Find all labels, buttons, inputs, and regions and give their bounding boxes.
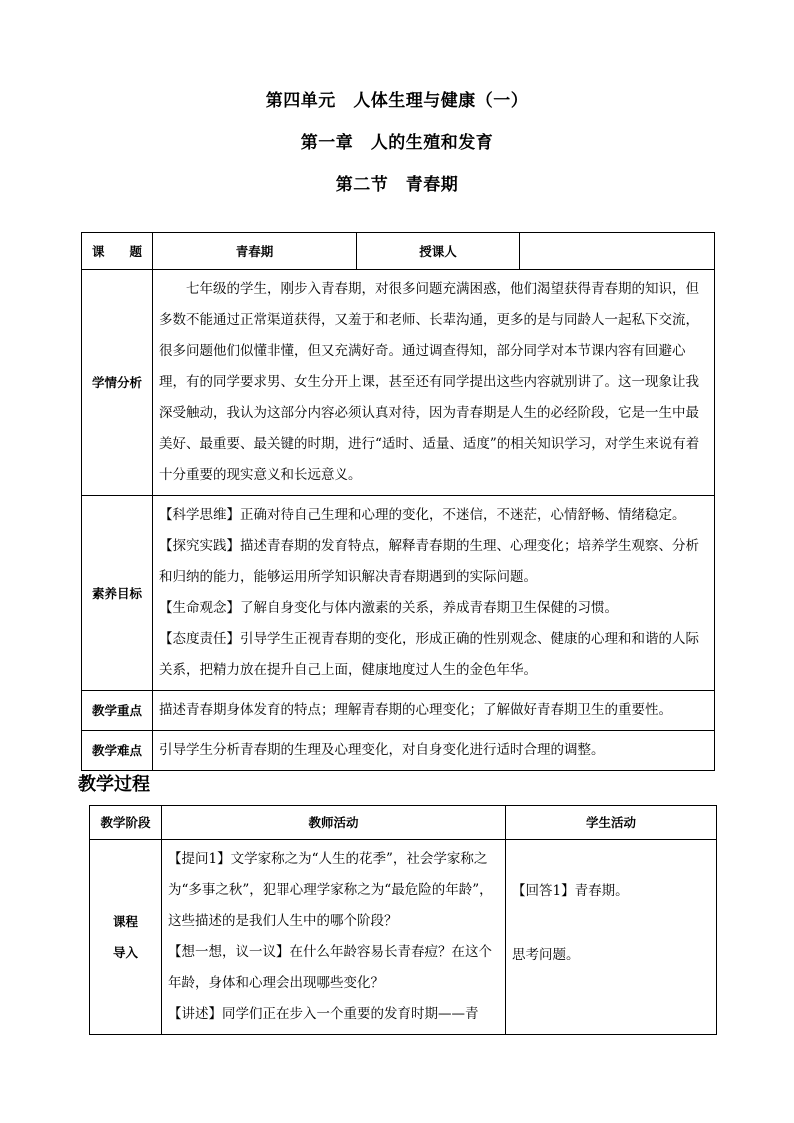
goal-item: 【科学思维】正确对待自己生理和心理的变化，不迷信，不迷茫，心情舒畅、情绪稳定。 <box>159 507 686 523</box>
unit-title: 第四单元 人体生理与健康（一） <box>265 91 529 111</box>
difficulty-label: 教学难点 <box>82 731 153 771</box>
chapter-title: 第一章 人的生殖和发育 <box>300 133 494 153</box>
teacher-activity-cell <box>162 840 506 1035</box>
analysis-cell <box>153 270 715 496</box>
stage-line: 导入 <box>112 945 138 960</box>
student-activity-cell <box>506 840 717 1035</box>
process-table <box>89 805 717 1035</box>
teacher-item: 【提问1】文学家称之为“人生的花季”，社会学家称之为“多事之秋”，犯罪心理学家称之为“最危险的年龄”，这些描述的是我们人生中的哪个阶段？ <box>168 851 493 929</box>
key-text: 描述青春期身体发育的特点；理解青春期的心理变化；了解做好青春期卫生的重要性。 <box>153 691 715 731</box>
col-student-header: 学生活动 <box>506 806 717 840</box>
col-teacher-header: 教师活动 <box>162 806 506 840</box>
difficulty-text: 引导学生分析青春期的生理及心理变化，对自身变化进行适时合理的调整。 <box>153 731 715 771</box>
analysis-label: 学情分析 <box>82 270 153 496</box>
teacher-label: 授课人 <box>357 233 520 270</box>
goal-item: 【态度责任】引导学生正视青春期的变化，形成正确的性别观念、健康的心理和和谐的人际关系，把精力放在提升自己上面，健康地度过人生的金色年华。 <box>159 631 699 678</box>
goals-cell <box>153 496 715 691</box>
teacher-item: 【想一想，议一议】在什么年龄容易长青春痘？在这个年龄，身体和心理会出现哪些变化？ <box>168 944 492 991</box>
analysis-text: 七年级的学生，刚步入青春期，对很多问题充满困惑，他们渴望获得青春期的知识，但多数不能通过正常渠道获得，又羞于和老师、长辈沟通，更多的是与同龄人一起私下交流，很多问题他们似懂非懂，但又充满好奇。通过调查得知，部分同学对本节课内容有回避心理，有的同学要求男、女生分开上课，甚至还有同学提出这些内容就别讲了。这一现象让我深受触动，我认为这部分内容必须认真对待，因为青春期是人生的必经阶段，它是一生中最美好、最重要、最关键的时期，进行“适时、适量、适度”的相关知识学习，对学生来说有着十分重要的现实意义和长远意义。 <box>159 281 700 483</box>
process-heading: 教学过程 <box>78 774 150 795</box>
goal-item: 【探究实践】描述青春期的发育特点，解释青春期的生理、心理变化；培养学生观察、分析和归纳的能力，能够运用所学知识解决青春期遇到的实际问题。 <box>159 538 699 585</box>
goals-label: 素养目标 <box>82 496 153 691</box>
topic-value: 青春期 <box>153 233 357 270</box>
topic-label: 课 题 <box>82 233 153 270</box>
info-table <box>81 232 715 771</box>
teacher-value <box>520 233 715 270</box>
stage-line: 课程 <box>112 914 138 929</box>
stage-cell <box>90 840 162 1035</box>
key-label: 教学重点 <box>82 691 153 731</box>
student-item: 思考问题。 <box>512 947 580 963</box>
goal-item: 【生命观念】了解自身变化与体内激素的关系，养成青春期卫生保健的习惯。 <box>159 600 618 616</box>
col-stage-header: 教学阶段 <box>90 806 162 840</box>
section-title: 第二节 青春期 <box>335 175 459 195</box>
teacher-item: 【讲述】同学们正在步入一个重要的发育时期——青 <box>168 1006 479 1022</box>
student-item: 【回答1】青春期。 <box>512 883 629 899</box>
